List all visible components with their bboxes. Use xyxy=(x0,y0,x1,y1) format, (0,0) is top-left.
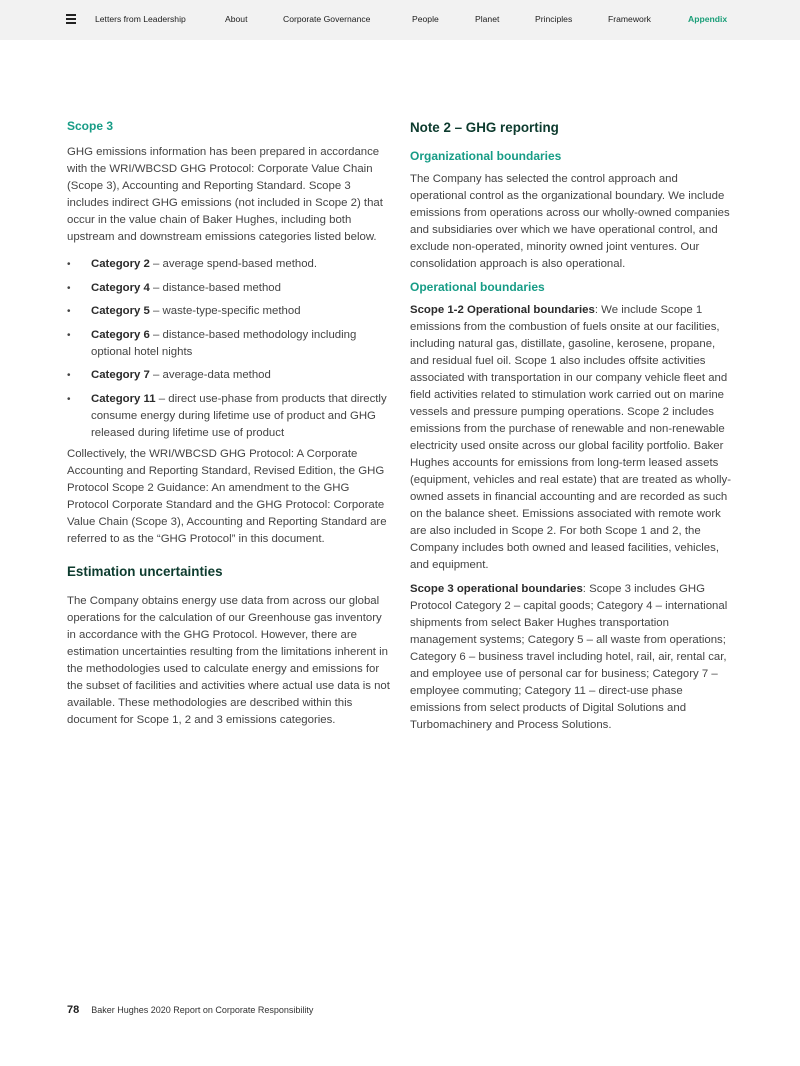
list-item: • Category 7 – average-data method xyxy=(67,369,271,382)
nav-item-appendix[interactable]: Appendix xyxy=(688,14,728,24)
top-navigation xyxy=(0,0,800,40)
left-column xyxy=(67,118,391,729)
page-footer xyxy=(67,1004,313,1016)
nav-item-letters[interactable]: Letters from Leadership xyxy=(95,14,186,24)
page-number: 78 xyxy=(67,1004,80,1016)
right-column xyxy=(410,118,736,734)
nav-item-planet[interactable]: Planet xyxy=(475,14,500,24)
scope12-paragraph: Scope 1-2 Operational boundaries: We include Scope 1 emissions from the combustion of fuels onsite at our facilities, including natural gas, distillate, gasoline, kerosene, propane, and residual fuel oil. Scope 1 also includes offsite activities associated with transportation in our company vehicle fleet and field activities related to stimulation work carried out on marine vessels and pressure pumping operations. Scope 2 includes emissions from the purchase of renewable and non-renewable electricity used onsite across our global facility portfolio. Baker Hughes accounts for emissions from long-term leased assets (equipment, vehicles and real estate) that are treated as wholly-owned assets in financial accounting and are recorded as such on the balance sheet. Emissions associated with remote work are also included in Scope 2. For both Scope 1 and 2, the Company includes both owned and leased facilities, vehicles, and equipment. xyxy=(410,304,732,571)
estimation-heading: Estimation uncertainties xyxy=(67,563,223,579)
operational-boundaries-heading: Operational boundaries xyxy=(410,280,545,294)
menu-icon[interactable] xyxy=(66,14,76,24)
collectively-paragraph: Collectively, the WRI/WBCSD GHG Protocol: A Corporate Accounting and Reporting Standard, Revised Edition, the GHG Protocol Scope 2 Guidance: An amendment to the GHG Protocol Corporate Standard and the GHG Protocol: Corporate Value Chain (Scope 3), Accounting and Reporting Standard are referred to as the “GHG Protocol” in this document. xyxy=(67,447,387,545)
nav-item-about[interactable]: About xyxy=(225,14,248,24)
report-title: Baker Hughes 2020 Report on Corporate Responsibility xyxy=(91,1005,314,1015)
organizational-boundaries-paragraph: The Company has selected the control approach and operational control as the organizational boundary. We include emissions from operations across our wholly-owned companies and subsidiaries over which we have operational control, and exclude non-operated, minority owned joint ventures. Our consolidation approach is also operational. xyxy=(410,173,730,270)
scope3-paragraph: GHG emissions information has been prepared in accordance with the WRI/WBCSD GHG Protocol: Corporate Value Chain (Scope 3), Accounting and Reporting Standard. Scope 3 includes indirect GHG emissions (not included in Scope 2) that occur in the value chain of Baker Hughes, including both upstream and downstream emissions categories listed below. xyxy=(67,146,383,243)
scope3-heading: Scope 3 xyxy=(67,119,114,133)
scope3-operational-paragraph: Scope 3 operational boundaries: Scope 3 includes GHG Protocol Category 2 – capital goods; Category 4 – international shipments from select Baker Hughes transportation management systems; Category 5 – all waste from operations; Category 6 – business travel including hotel, rail, air, rental car, and employee use of personal car for business; Category 7 – employee commuting; Category 11 – direct-use phase emissions from select products of Digital Solutions and Turbomachinery and Process Solutions. xyxy=(410,583,728,731)
note2-heading: Note 2 – GHG reporting xyxy=(410,120,559,135)
list-item: • Category 2 – average spend-based method. xyxy=(67,258,318,270)
estimation-paragraph: The Company obtains energy use data from across our global operations for the calculation of our Greenhouse gas inventory in accordance with the GHG Protocol. However, there are estimation uncertainties resulting from the limitations inherent in the methodologies used to calculate energy and emissions for the subset of facilities and activities where actual use data is not available. These methodologies are described within this document for Scope 1, 2 and 3 emissions categories. xyxy=(67,594,390,726)
list-item: • Category 4 – distance-based method xyxy=(67,281,281,294)
list-item: • Category 6 – distance-based methodology including optional hotel nights xyxy=(67,328,357,358)
list-item: • Category 11 – direct use-phase from products that directly consume energy during lifetime use of product and GHG released during lifetime use of product xyxy=(67,392,387,439)
list-item: • Category 5 – waste-type-specific method xyxy=(67,305,301,318)
nav-item-corporate-governance[interactable]: Corporate Governance xyxy=(283,14,371,24)
organizational-boundaries-heading: Organizational boundaries xyxy=(410,149,562,163)
nav-item-framework[interactable]: Framework xyxy=(608,14,651,24)
nav-item-principles[interactable]: Principles xyxy=(535,14,573,24)
scope3-category-list xyxy=(67,256,391,442)
nav-item-people[interactable]: People xyxy=(412,14,439,24)
